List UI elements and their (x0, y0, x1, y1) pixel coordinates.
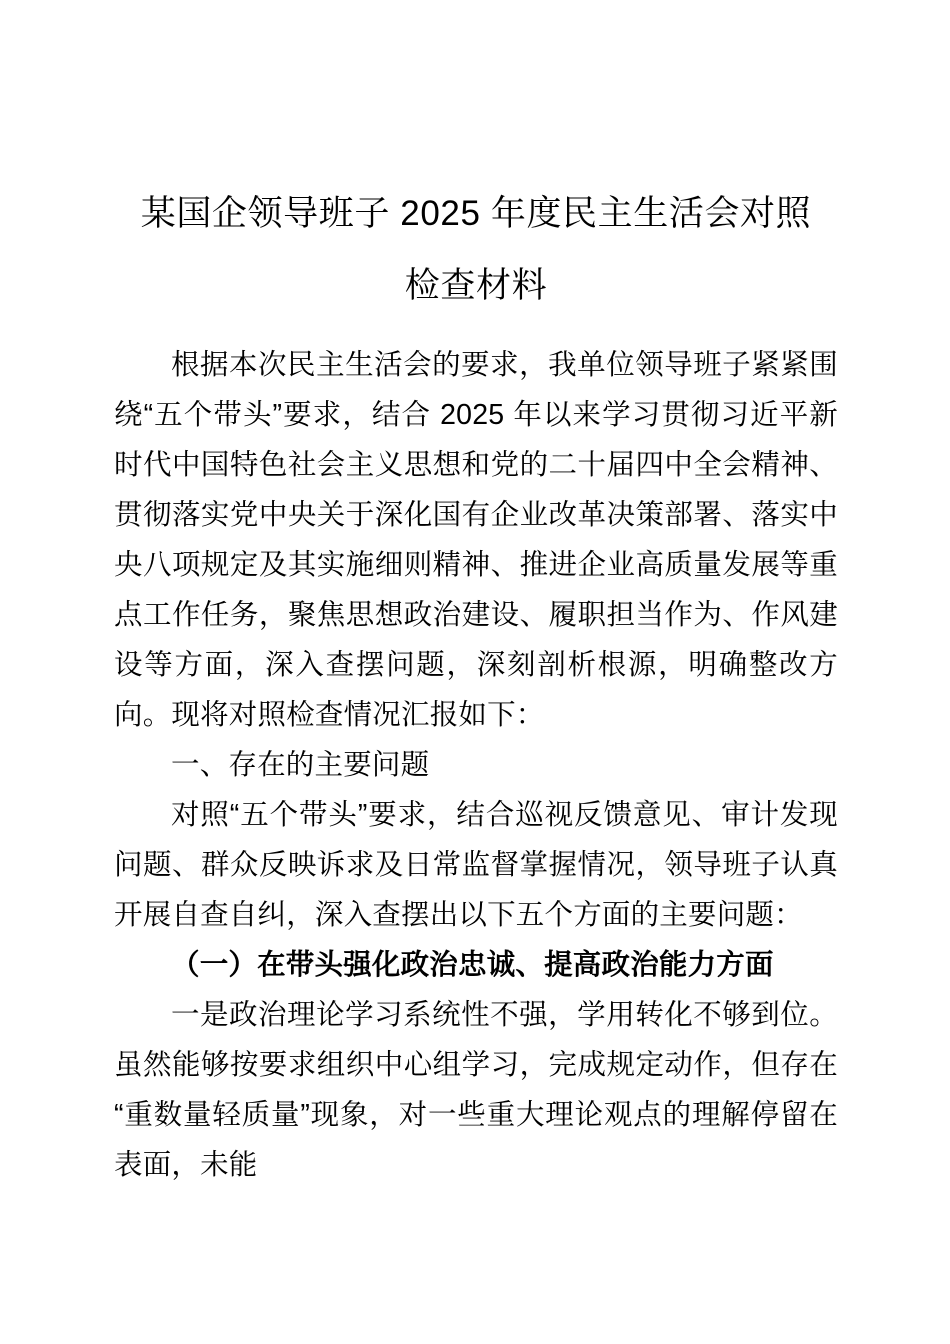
subsection-heading-1-1: （一）在带头强化政治忠诚、提高政治能力方面 (171, 949, 774, 981)
document-content (114, 0, 838, 1190)
document-title-line-1: 某国企领导班子 2025 年度民主生活会对照 (140, 194, 812, 233)
subsection-1-1-paragraph: 一是政治理论学习系统性不强，学用转化不够到位。虽然能够按要求组织中心组学习，完成规定动作，但存在“重数量轻质量”现象，对一些重大理论观点的理解停留在表面，未能 (114, 999, 838, 1181)
intro-paragraph: 根据本次民主生活会的要求，我单位领导班子紧紧围绕“五个带头”要求，结合 2025 年以来学习贯彻习近平新时代中国特色社会主义思想和党的二十届四中全会精神、贯彻落实党中央关于深化国有企业改革决策部署、落实中央八项规定及其实施细则精神、推进企业高质量发展等重点工作任务，聚焦思想政治建设、履职担当作为、作风建设等方面，深入查摆问题，深刻剖析根源，明确整改方向。现将对照检查情况汇报如下： (114, 349, 838, 731)
section-heading-1: 一、存在的主要问题 (171, 749, 430, 781)
document-title (114, 0, 838, 322)
document-title-line-2: 检查材料 (404, 266, 548, 305)
section-1-intro-paragraph: 对照“五个带头”要求，结合巡视反馈意见、审计发现问题、群众反映诉求及日常监督掌握情况，领导班子认真开展自查自纠，深入查摆出以下五个方面的主要问题： (114, 799, 838, 931)
